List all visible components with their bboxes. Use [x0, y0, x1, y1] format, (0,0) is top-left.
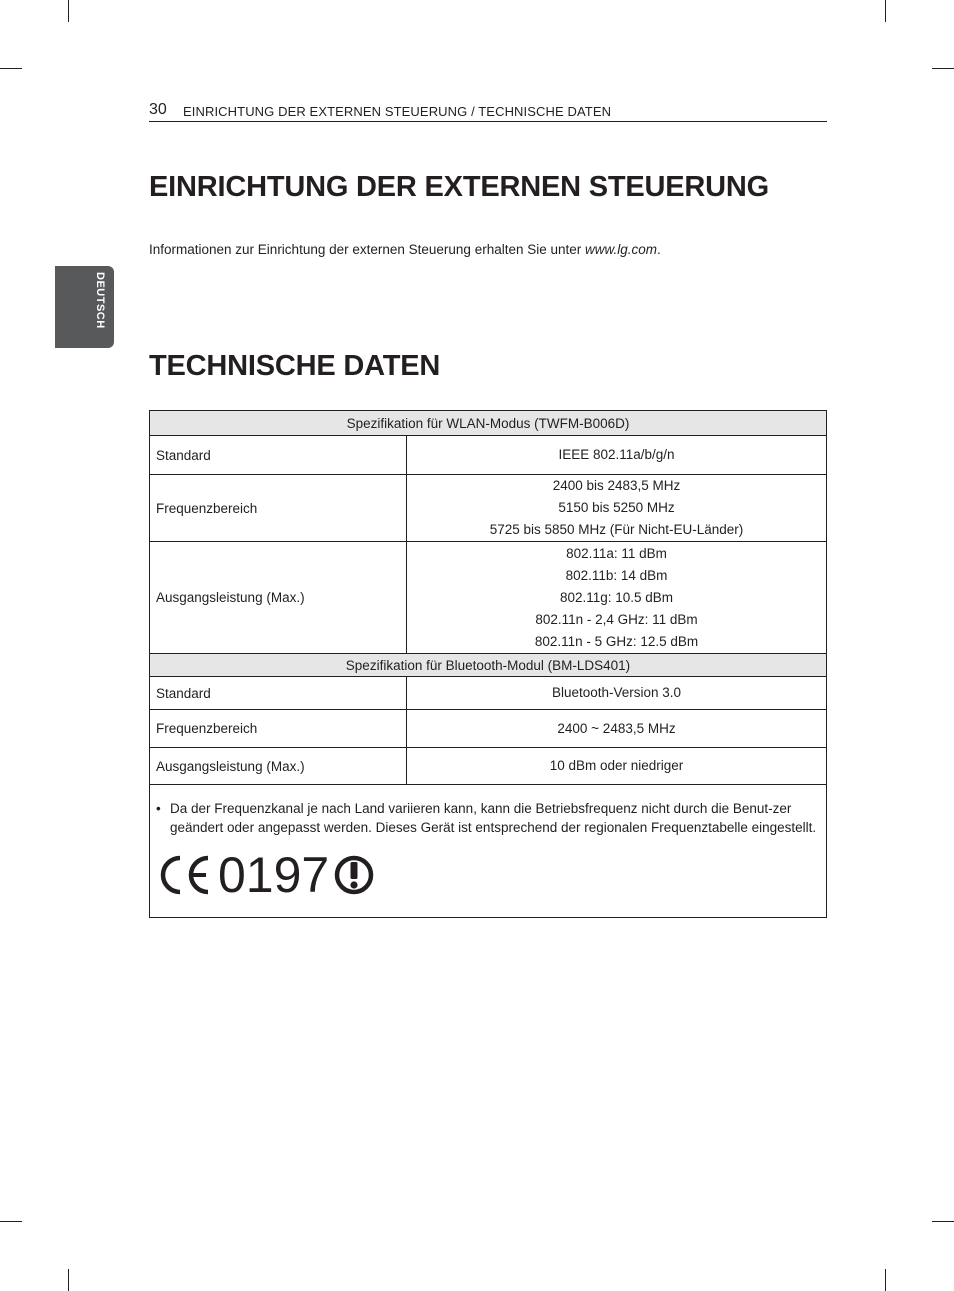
crop-mark: [68, 1269, 69, 1291]
row-value: IEEE 802.11a/b/g/n: [407, 436, 827, 475]
note-item: [156, 799, 820, 837]
page-number: 30: [149, 101, 167, 118]
row-value: 2400 bis 2483,5 MHz 5150 bis 5250 MHz 5725 bis 5850 MHz (Für Nicht-EU-Länder): [407, 475, 827, 542]
website-link[interactable]: www.lg.com: [585, 242, 658, 257]
row-label: Ausgangsleistung (Max.): [150, 542, 407, 654]
crop-mark: [932, 1221, 954, 1222]
crop-mark: [0, 1221, 22, 1222]
bullet-icon: •: [156, 801, 161, 816]
row-value: 10 dBm oder niedriger: [407, 748, 827, 785]
table-row: [150, 677, 827, 710]
row-label: Standard: [150, 677, 407, 710]
row-value: 2400 ~ 2483,5 MHz: [407, 710, 827, 748]
crop-mark: [0, 68, 22, 69]
intro-text: Informationen zur Einrichtung der externen Steuerung erhalten Sie unter www.lg.com.: [149, 242, 661, 257]
row-label: Ausgangsleistung (Max.): [150, 748, 407, 785]
crop-mark: [932, 68, 954, 69]
ce-mark-icon: [156, 854, 212, 896]
spec-table: [149, 410, 827, 918]
notes-cell: [150, 785, 827, 918]
crop-mark: [885, 0, 886, 22]
table-row: [150, 436, 827, 475]
crop-mark: [885, 1269, 886, 1291]
row-label: Frequenzbereich: [150, 710, 407, 748]
note-text: Da der Frequenzkanal je nach Land variieren kann, kann die Betriebsfrequenz nicht durch die Benut-zer geändert oder angepasst werden. Dieses Gerät ist entsprechend der regionalen Frequenztabelle eingestellt.: [170, 801, 817, 835]
page-header: [149, 100, 827, 122]
table-row: [150, 542, 827, 654]
row-value: 802.11a: 11 dBm 802.11b: 14 dBm 802.11g: 10.5 dBm 802.11n - 2,4 GHz: 11 dBm 802.11n - 5 GHz: 12.5 dBm: [407, 542, 827, 654]
row-label: Standard: [150, 436, 407, 475]
table-row: [150, 748, 827, 785]
notified-body-number: 0197: [218, 847, 330, 903]
table-row: [150, 710, 827, 748]
ce-marking: [156, 847, 820, 903]
table-row: [150, 475, 827, 542]
row-value: Bluetooth-Version 3.0: [407, 677, 827, 710]
bluetooth-heading: Spezifikation für Bluetooth-Modul (BM-LDS401): [150, 654, 827, 677]
row-label: Frequenzbereich: [150, 475, 407, 542]
section-title-technical-data: TECHNISCHE DATEN: [149, 350, 441, 382]
crop-mark: [68, 0, 69, 22]
running-title: EINRICHTUNG DER EXTERNEN STEUERUNG / TECHNISCHE DATEN: [183, 104, 612, 119]
alert-circle-icon: [333, 854, 375, 896]
wlan-heading: Spezifikation für WLAN-Modus (TWFM-B006D): [150, 411, 827, 436]
section-title-external-control: EINRICHTUNG DER EXTERNEN STEUERUNG: [149, 171, 769, 203]
